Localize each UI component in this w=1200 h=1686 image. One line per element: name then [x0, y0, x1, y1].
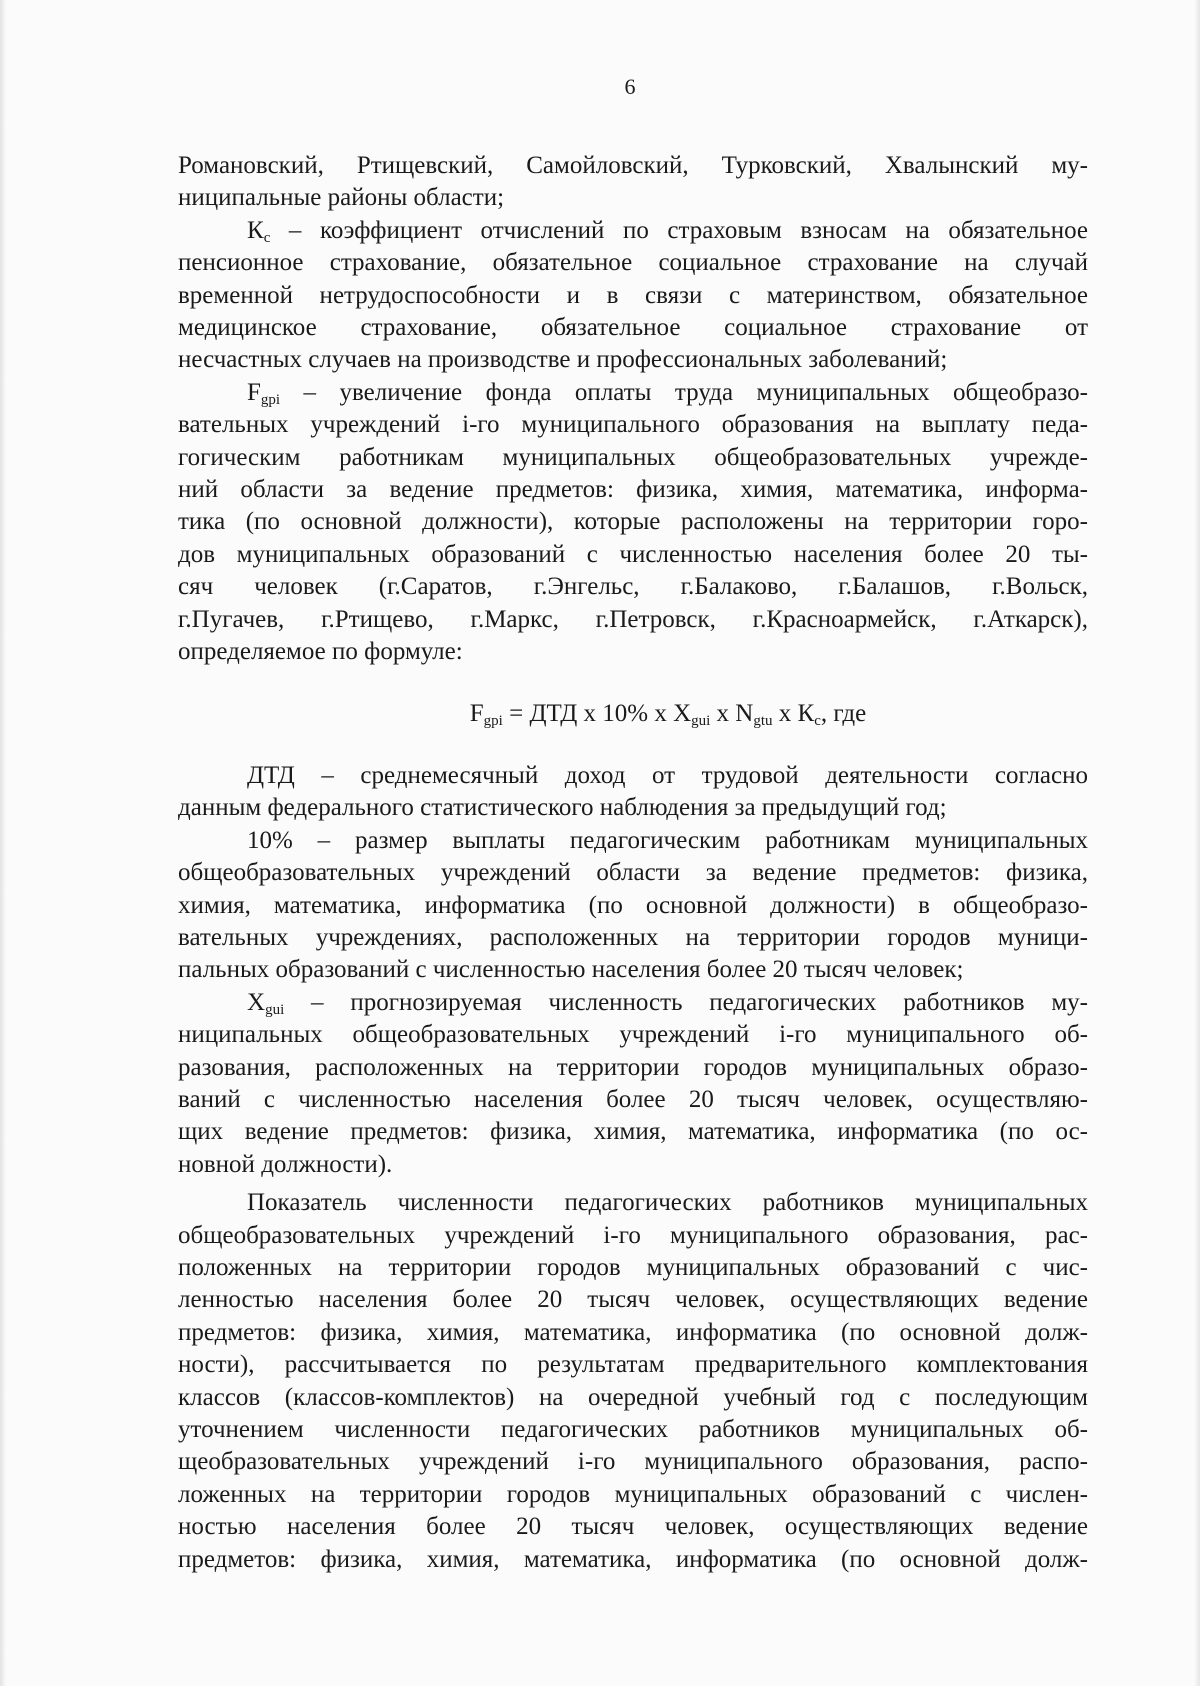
text-line [178, 539, 1088, 571]
line-text: ниципальных общеобразовательных учреждений i-го муниципального об- [178, 1021, 1088, 1049]
line-text: щих ведение предметов: физика, химия, математика, информатика (по ос- [178, 1118, 1088, 1146]
document-body [178, 150, 1088, 1576]
text-line [178, 792, 1088, 824]
text-line [178, 825, 1088, 857]
line-text: 10% – размер выплаты педагогическим работникам муниципальных [247, 826, 1088, 854]
formula-text: F [469, 699, 484, 727]
text-line [178, 377, 1088, 409]
text-line [178, 182, 1088, 214]
paragraph [178, 377, 1088, 669]
paragraph [178, 1187, 1088, 1576]
text-line [178, 1149, 1088, 1181]
scan-edge-left [0, 0, 6, 1686]
line-text: общеобразовательных учреждений области за ведение предметов: физика, [178, 859, 1088, 887]
formula-text: х N [710, 699, 754, 727]
line-text: тика (по основной должности), которые расположены на территории горо- [178, 508, 1088, 536]
line-text: ложенных на территории городов муниципальных образований с числен- [178, 1480, 1088, 1508]
variable-symbol: F [247, 378, 261, 406]
formula-text: = ДТД х 10% х X [502, 699, 692, 727]
text-line [178, 1511, 1088, 1543]
variable-symbol: К [247, 216, 264, 244]
line-text: временной нетрудоспособности и в связи с материнством, обязательное [178, 281, 1088, 309]
line-text: вательных учреждениях, расположенных на территории городов муници- [178, 923, 1088, 951]
line-text: ленностью населения более 20 тысяч человек, осуществляющих ведение [178, 1286, 1088, 1314]
text-line [178, 890, 1088, 922]
text-line [178, 604, 1088, 636]
variable-subscript: с [263, 229, 271, 246]
text-line [178, 1084, 1088, 1116]
line-text: предметов: физика, химия, математика, информатика (по основной долж- [178, 1545, 1088, 1573]
line-text: пальных образований с численностью населения более 20 тысяч человек; [178, 956, 964, 984]
line-text: данным федерального статистического наблюдения за предыдущий год; [178, 794, 947, 822]
page-number: 6 [624, 74, 636, 99]
text-line [178, 442, 1088, 474]
text-line [178, 760, 1088, 792]
variable-symbol: X [247, 988, 266, 1016]
line-text: – прогнозируемая численность педагогических работников му- [284, 988, 1088, 1016]
text-line [178, 987, 1088, 1019]
line-text: химия, математика, информатика (по основной должности) в общеобразо- [178, 891, 1088, 919]
text-line [178, 1019, 1088, 1051]
line-text: новной должности). [178, 1150, 393, 1178]
line-text: дов муниципальных образований с численностью населения более 20 ты- [178, 540, 1088, 568]
text-line [178, 1252, 1088, 1284]
line-text: ниципальные районы области; [178, 184, 505, 212]
text-line [178, 857, 1088, 889]
line-text: определяемое по формуле: [178, 638, 463, 666]
text-line [178, 1284, 1088, 1316]
text-line [178, 312, 1088, 344]
text-line [178, 247, 1088, 279]
variable-subscript: gui [265, 1001, 285, 1018]
text-line [178, 1414, 1088, 1446]
text-line [178, 1382, 1088, 1414]
text-line [178, 1544, 1088, 1576]
line-text: ностью населения более 20 тысяч человек, осуществляющих ведение [178, 1513, 1088, 1541]
line-text: положенных на территории городов муниципальных образований с чис- [178, 1254, 1088, 1281]
formula-text: , где [820, 699, 867, 727]
text-line [178, 1220, 1088, 1252]
line-text: сяч человек (г.Саратов, г.Энгельс, г.Балаково, г.Балашов, г.Вольск, [178, 573, 1088, 601]
line-text: несчастных случаев на производстве и профессиональных заболеваний; [178, 346, 948, 374]
formula-text: х К [772, 699, 815, 727]
paragraph [178, 760, 1088, 825]
text-line [178, 1446, 1088, 1478]
paragraph [178, 987, 1088, 1181]
text-line [178, 1317, 1088, 1349]
text-line [178, 636, 1088, 668]
variable-subscript: gpi [260, 391, 281, 408]
line-text: ваний с численностью населения более 20 тысяч человек, осуществляю- [178, 1085, 1088, 1113]
text-line [178, 409, 1088, 441]
text-line [178, 1052, 1088, 1084]
line-text: – коэффициент отчислений по страховым взносам на обязательное [270, 216, 1088, 244]
line-text: уточнением численности педагогических работников муниципальных об- [178, 1416, 1088, 1444]
text-line [178, 215, 1088, 247]
line-text: ний области за ведение предметов: физика, химия, математика, информа- [178, 476, 1088, 504]
text-line [178, 1479, 1088, 1511]
formula-subscript: gtu [753, 712, 773, 729]
formula-subscript: gui [691, 712, 711, 729]
line-text: общеобразовательных учреждений i-го муниципального образования, рас- [178, 1221, 1088, 1249]
line-text: – увеличение фонда оплаты труда муниципальных общеобразо- [280, 378, 1088, 406]
line-text: щеобразовательных учреждений i-го муниципального образования, распо- [178, 1448, 1088, 1476]
text-line [178, 280, 1088, 312]
line-text: Романовский, Ртищевский, Самойловский, Турковский, Хвалынский му- [178, 152, 1088, 179]
scan-edge-right [1194, 0, 1200, 1686]
line-text: гогическим работникам муниципальных общеобразовательных учрежде- [178, 443, 1088, 471]
paragraph [178, 215, 1088, 377]
line-text: пенсионное страхование, обязательное социальное страхование на случай [178, 249, 1088, 277]
text-line [178, 506, 1088, 538]
formula-subscript: с [814, 712, 821, 729]
line-text: классов (классов-комплектов) на очередной учебный год с последующим [178, 1383, 1088, 1411]
text-line [178, 474, 1088, 506]
line-text: ности), рассчитывается по результатам предварительного комплектования [178, 1351, 1088, 1379]
line-text: разования, расположенных на территории городов муниципальных образо- [178, 1053, 1088, 1081]
text-line [178, 571, 1088, 603]
formula-subscript: gpi [483, 712, 503, 729]
line-text: вательных учреждений i-го муниципального образования на выплату педа- [178, 411, 1088, 439]
text-line [178, 344, 1088, 376]
text-line [178, 1116, 1088, 1148]
line-text: Показатель численности педагогических работников муниципальных [247, 1189, 1088, 1217]
line-text: ДТД – среднемесячный доход от трудовой деятельности согласно [247, 761, 1088, 789]
text-line [178, 954, 1088, 986]
text-line [178, 1187, 1088, 1219]
line-text: предметов: физика, химия, математика, информатика (по основной долж- [178, 1318, 1088, 1346]
line-text: медицинское страхование, обязательное социальное страхование от [178, 314, 1088, 342]
line-text: г.Пугачев, г.Ртищево, г.Маркс, г.Петровск, г.Красноармейск, г.Аткарск), [178, 605, 1088, 633]
text-line [178, 150, 1088, 182]
paragraph [178, 150, 1088, 215]
text-line [178, 922, 1088, 954]
formula [178, 698, 1088, 730]
paragraph [178, 825, 1088, 987]
text-line [178, 1349, 1088, 1381]
